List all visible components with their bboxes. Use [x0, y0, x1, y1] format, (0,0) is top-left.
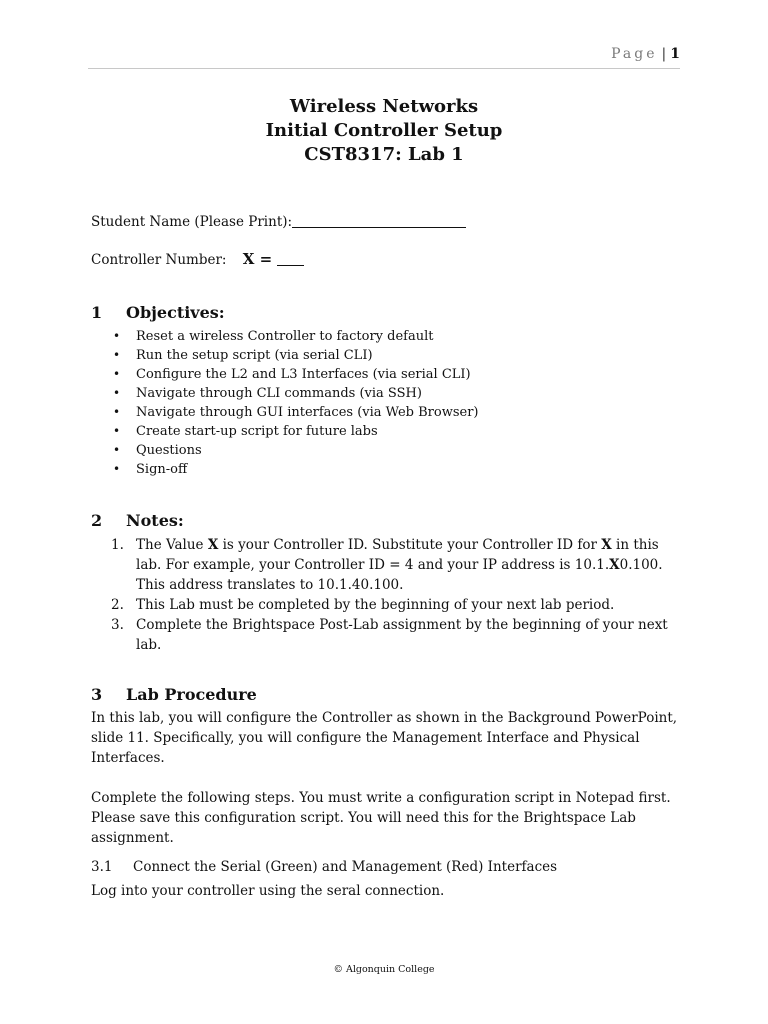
subsection-heading — [91, 859, 557, 875]
controller-number-row — [91, 250, 304, 268]
note-item-2 — [111, 595, 671, 615]
page-separator: | — [661, 46, 667, 62]
section-objectives-heading — [91, 303, 225, 322]
controller-number-label: Controller Number: — [91, 252, 227, 268]
student-name-row — [91, 213, 466, 230]
list-item: • Reset a wireless Controller to factory default — [113, 327, 478, 346]
document-title — [0, 95, 768, 167]
note-item-1 — [111, 535, 671, 595]
procedure-paragraph-2: Complete the following steps. You must write a configuration script in Notepad first. Please save this configuration script. You will need this for the Brightspace Lab assignment. — [91, 790, 671, 846]
list-item: • Questions — [113, 441, 478, 460]
note-number: 1. — [111, 537, 124, 553]
section-number: 2 — [91, 511, 103, 530]
note-number: 2. — [111, 597, 124, 613]
section-title: Notes: — [126, 511, 184, 530]
note-text: Complete the Brightspace Post-Lab assignment by the beginning of your next lab. — [136, 617, 668, 653]
title-line-1: Wireless Networks — [289, 96, 479, 117]
list-item: • Navigate through GUI interfaces (via Web Browser) — [113, 403, 478, 422]
title-line-3: CST8317: Lab 1 — [304, 144, 464, 165]
note-item-3 — [111, 615, 671, 655]
note-number: 3. — [111, 617, 124, 633]
section-number: 1 — [91, 303, 103, 322]
note-text: The Value X is your Controller ID. Substitute your Controller ID for X in this lab. For example, your Controller ID = 4 and your IP address is 10.1.X0.100. This address translates to 10.1.40.100. — [136, 537, 663, 593]
page-label: Page — [611, 46, 658, 62]
objectives-list — [113, 327, 478, 479]
section-procedure-heading — [91, 685, 257, 704]
section-title: Lab Procedure — [126, 685, 257, 704]
procedure-paragraph-3: Log into your controller using the seral connection. — [91, 883, 445, 899]
student-name-label: Student Name (Please Print): — [91, 214, 293, 230]
list-item: • Configure the L2 and L3 Interfaces (via serial CLI) — [113, 365, 478, 384]
page-footer: © Algonquin College — [333, 964, 435, 975]
section-number: 3 — [91, 685, 103, 704]
list-item: • Create start-up script for future labs — [113, 422, 478, 441]
notes-list — [111, 535, 671, 655]
list-item: • Sign-off — [113, 460, 478, 479]
list-item: • Navigate through CLI commands (via SSH) — [113, 384, 478, 403]
note-text: This Lab must be completed by the beginning of your next lab period. — [136, 597, 615, 613]
section-notes-heading — [91, 511, 184, 530]
controller-number-blank — [277, 251, 304, 266]
procedure-paragraph-1: In this lab, you will configure the Controller as shown in the Background PowerPoint, slide 11. Specifically, you will configure the Management Interface and Physical Interfaces. — [91, 710, 678, 766]
subsection-number: 3.1 — [91, 859, 113, 875]
subsection-title: Connect the Serial (Green) and Management (Red) Interfaces — [133, 859, 558, 875]
x-label: X = — [242, 250, 273, 268]
page-number: 1 — [670, 46, 680, 62]
title-line-2: Initial Controller Setup — [265, 120, 503, 141]
list-item: • Run the setup script (via serial CLI) — [113, 346, 478, 365]
section-title: Objectives: — [126, 303, 225, 322]
page-header — [88, 46, 680, 69]
student-name-blank — [292, 213, 466, 228]
